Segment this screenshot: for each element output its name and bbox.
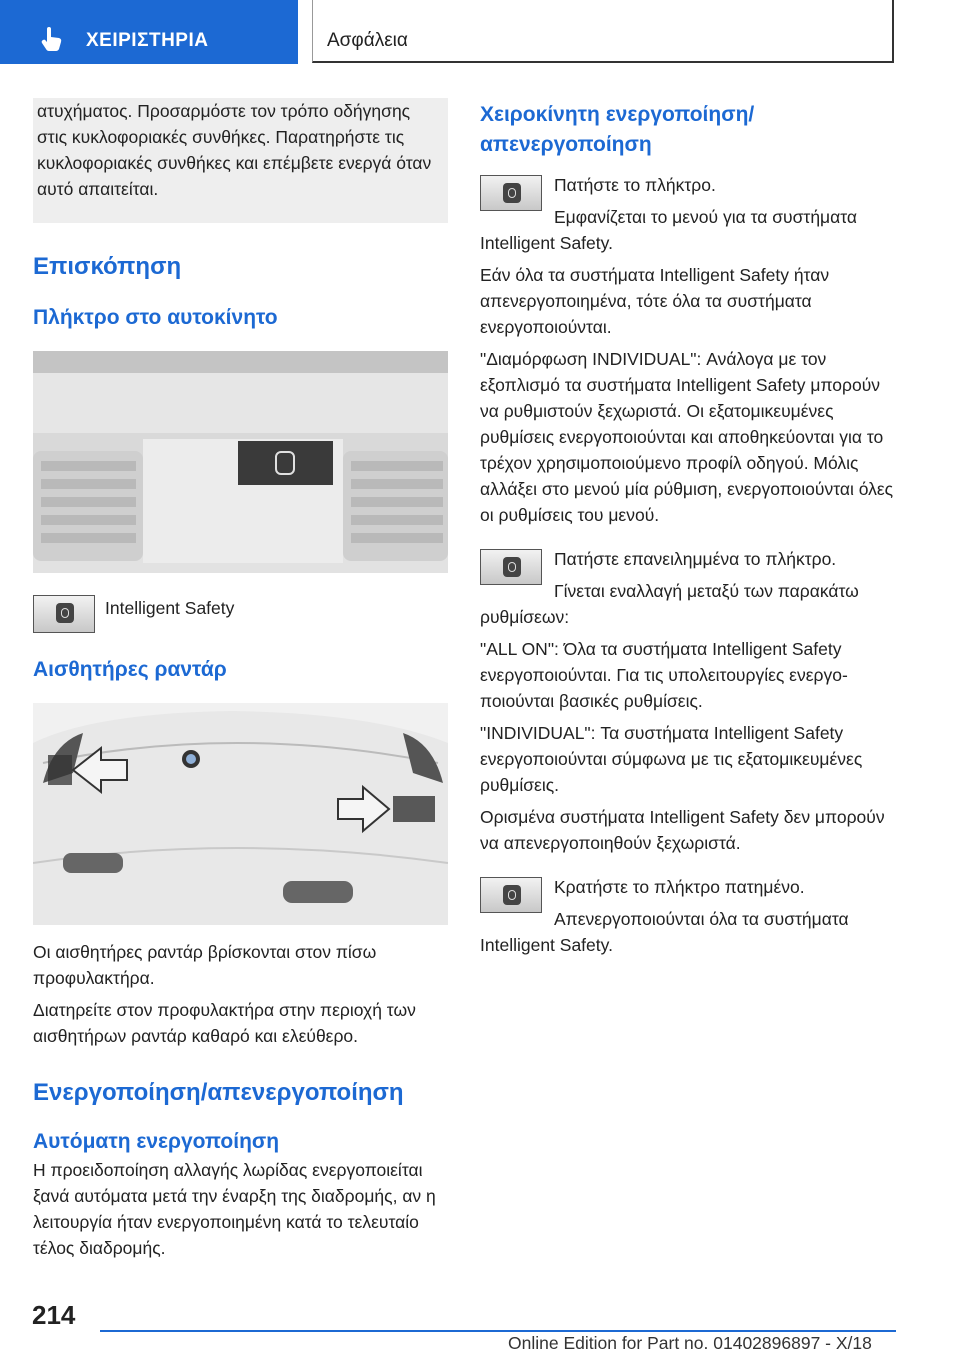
intelligent-safety-row [33,595,448,633]
step1-result: Εμφανίζεται το μενού για τα συστήματα Intelligent Safety. [480,207,858,253]
rear-bumper-illustration [33,703,448,925]
paragraph-some-systems: Ορισμένα συστήματα Intelligent Safety δεν μπορούν να απενεργοποιηθούν ξεχωριστά. [480,807,885,853]
auto-activation-text: Η προειδοποίηση αλλαγής λωρίδας ενεργοποιείται ξανά αυτόματα μετά την έναρξη της διαδρομής, αν η λειτουργία ήταν ενεργοποιημένη κατά το τελευταίο τέλος διαδρομής. [33,1160,436,1258]
intelligent-safety-caption: Intelligent Safety [105,598,235,618]
footer-divider [100,1330,896,1332]
hand-pointer-icon [40,26,64,52]
paragraph-individual-config: "Διαμόρφωση INDIVIDUAL": Ανάλογα με τον εξοπλισμό τα συστήματα Intelligent Safety μπορούν να ρυθμιστούν ξεχωριστά. Οι εξατομικευμένες ρυθμίσεις ενεργοποιούνται και αποθηκεύονται για το τρέχον χρησιμοποιούμενο προφίλ οδηγού. Μόλις αλλάξει στο μενού μία ρύθμιση, ενεργοποιούνται όλες οι ρυθμίσεις του μενού. [480,349,894,525]
edition-text: Online Edition for Part no. 01402896897 - X/18 [508,1333,872,1353]
warning-text: ατυχήματος. Προσαρμόστε τον τρόπο οδήγησης στις κυκλοφοριακές συνθήκες. Παρατηρήστε τις κυκλοφοριακές συνθήκες και επέμβετε ενεργά όταν αυτό απαιτείται. [37,101,432,199]
button-icon-step1[interactable] [480,175,542,211]
right-column [480,100,896,964]
section-title: Ασφάλεια [327,30,408,51]
radar-heading: Αισθητήρες ραντάρ [33,658,227,681]
chapter-tab-label: ΧΕΙΡΙΣΤΗΡΙΑ [86,30,209,51]
step3-instruction: Κρατήστε το πλήκτρο πατημένο. [554,877,805,897]
manual-activation-heading: Χειροκίνητη ενεργοποίηση/ απενεργοποίηση [480,103,755,156]
section-header [312,0,894,63]
step2-instruction: Πατήστε επανειλημμένα το πλήκτρο. [554,549,837,569]
step-hold-button [480,874,896,958]
button-knob [503,183,521,203]
button-icon-step2[interactable] [480,549,542,585]
step3-result: Απενεργοποιούνται όλα τα συστήματα Intelligent Safety. [480,909,849,955]
dashboard-button-photo [33,351,448,573]
button-icon-step3[interactable] [480,877,542,913]
button-heading: Πλήκτρο στο αυτοκίνητο [33,306,278,329]
paragraph-all-off: Εάν όλα τα συστήματα Intelligent Safety ήταν απενεργοποιημένα, τότε όλα τα συστήματα ενεργοποιούνται. [480,265,830,337]
step-press-repeatedly [480,546,896,630]
radar-paragraph-1: Οι αισθητήρες ραντάρ βρίσκονται στον πίσω προφυλακτήρα. [33,942,377,988]
button-knob [503,885,521,905]
paragraph-all-on: "ALL ON": Όλα τα συστήματα Intelligent Safety ενεργοποιούνται. Για τις υπολειτουργίες ενεργοποιούνται βασικές ρυθμίσεις. [480,639,848,711]
rear-bumper-photo [33,703,448,925]
button-knob [503,557,521,577]
page-number: 214 [32,1300,76,1330]
auto-activation-heading: Αυτόματη ενεργοποίηση [33,1130,280,1153]
step-press-button [480,172,896,256]
step1-instruction: Πατήστε το πλήκτρο. [554,175,716,195]
paragraph-individual: "INDIVIDUAL": Τα συστήματα Intelligent Safety ενεργοποιούνται σύμφωνα με τις εξατομικευμένες ρυθμίσεις. [480,723,863,795]
chapter-tab[interactable] [0,0,298,64]
activation-heading: Ενεργοποίηση/απενεργοποίηση [33,1079,404,1106]
radar-paragraph-2: Διατηρείτε στον προφυλακτήρα στην περιοχή των αισθητήρων ραντάρ καθαρό και ελεύθερο. [33,1000,416,1046]
intelligent-safety-button-icon[interactable] [33,595,95,633]
warning-box [33,98,448,223]
button-knob [56,603,74,623]
overview-heading: Επισκόπηση [33,253,182,280]
left-column [33,98,448,1267]
step2-result: Γίνεται εναλλαγή μεταξύ των παρακάτω ρυθμίσεων: [480,581,859,627]
dashboard-illustration [33,351,448,573]
